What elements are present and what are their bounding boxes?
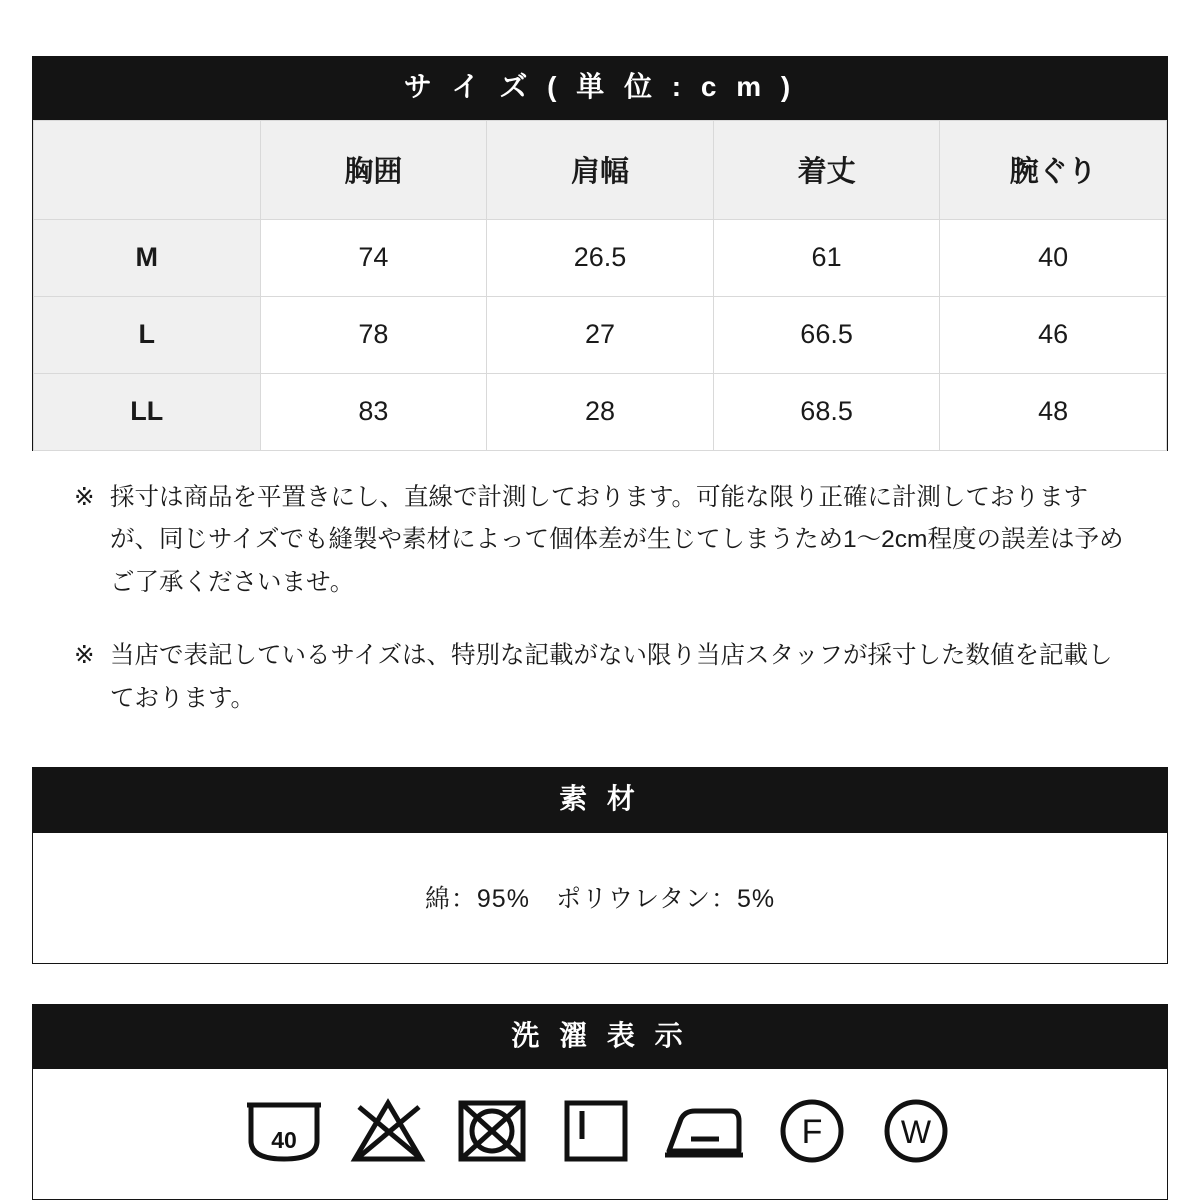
size-cell: 66.5 [713,296,940,373]
table-row [34,219,1167,296]
iron-low-icon [661,1095,747,1169]
size-section [32,56,1168,451]
note-mark: ※ [74,483,95,511]
svg-text:F: F [801,1113,823,1152]
size-cell: 27 [487,296,714,373]
size-cell: 61 [713,219,940,296]
size-cell: 78 [260,296,487,373]
note-text: 当店で表記しているサイズは、特別な記載がない限り当店スタッフが採寸した数値を記載しております。 [110,642,1113,713]
size-cell: 83 [260,373,487,450]
no-tumble-dry-icon [453,1095,531,1169]
size-cell: 40 [940,219,1167,296]
size-cell: 74 [260,219,487,296]
note-item [74,477,1126,606]
size-table [33,120,1167,451]
size-cell: 26.5 [487,219,714,296]
wet-clean-w-icon [877,1095,955,1169]
note-text: 採寸は商品を平置きにし、直線で計測しております。可能な限り正確に計測しておりますが、同じサイズでも縫製や素材によって個体差が生じてしまうため1〜2cm程度の誤差は予めご了承くださいませ。 [110,483,1124,597]
table-row [34,373,1167,450]
table-row [34,296,1167,373]
dry-clean-f-icon [773,1095,851,1169]
size-table-col-header: 腕ぐり [940,120,1167,219]
material-section [32,767,1168,964]
size-cell: 28 [487,373,714,450]
wash-section-title: 洗 濯 表 示 [33,1005,1167,1070]
drip-dry-line-icon [557,1095,635,1169]
svg-text:W: W [900,1114,932,1151]
size-row-label: LL [34,373,261,450]
size-table-header-row [34,120,1167,219]
size-cell: 46 [940,296,1167,373]
wash-section [32,1004,1168,1200]
note-mark: ※ [74,642,95,670]
material-section-title: 素 材 [33,768,1167,833]
material-text: 綿：95% ポリウレタン：5% [33,833,1167,963]
no-bleach-icon [349,1095,427,1169]
size-cell: 68.5 [713,373,940,450]
size-cell: 48 [940,373,1167,450]
washing-machine-40-icon [245,1095,323,1169]
size-row-label: L [34,296,261,373]
notes-section [32,451,1168,757]
size-row-label: M [34,219,261,296]
wash-icon-row [33,1069,1167,1199]
svg-text:40: 40 [271,1127,297,1154]
note-item [74,635,1126,721]
size-table-corner-cell [34,120,261,219]
size-table-col-header: 着丈 [713,120,940,219]
size-table-col-header: 胸囲 [260,120,487,219]
size-section-title: サ イ ズ ( 単 位 : c m ) [33,56,1167,120]
size-table-col-header: 肩幅 [487,120,714,219]
